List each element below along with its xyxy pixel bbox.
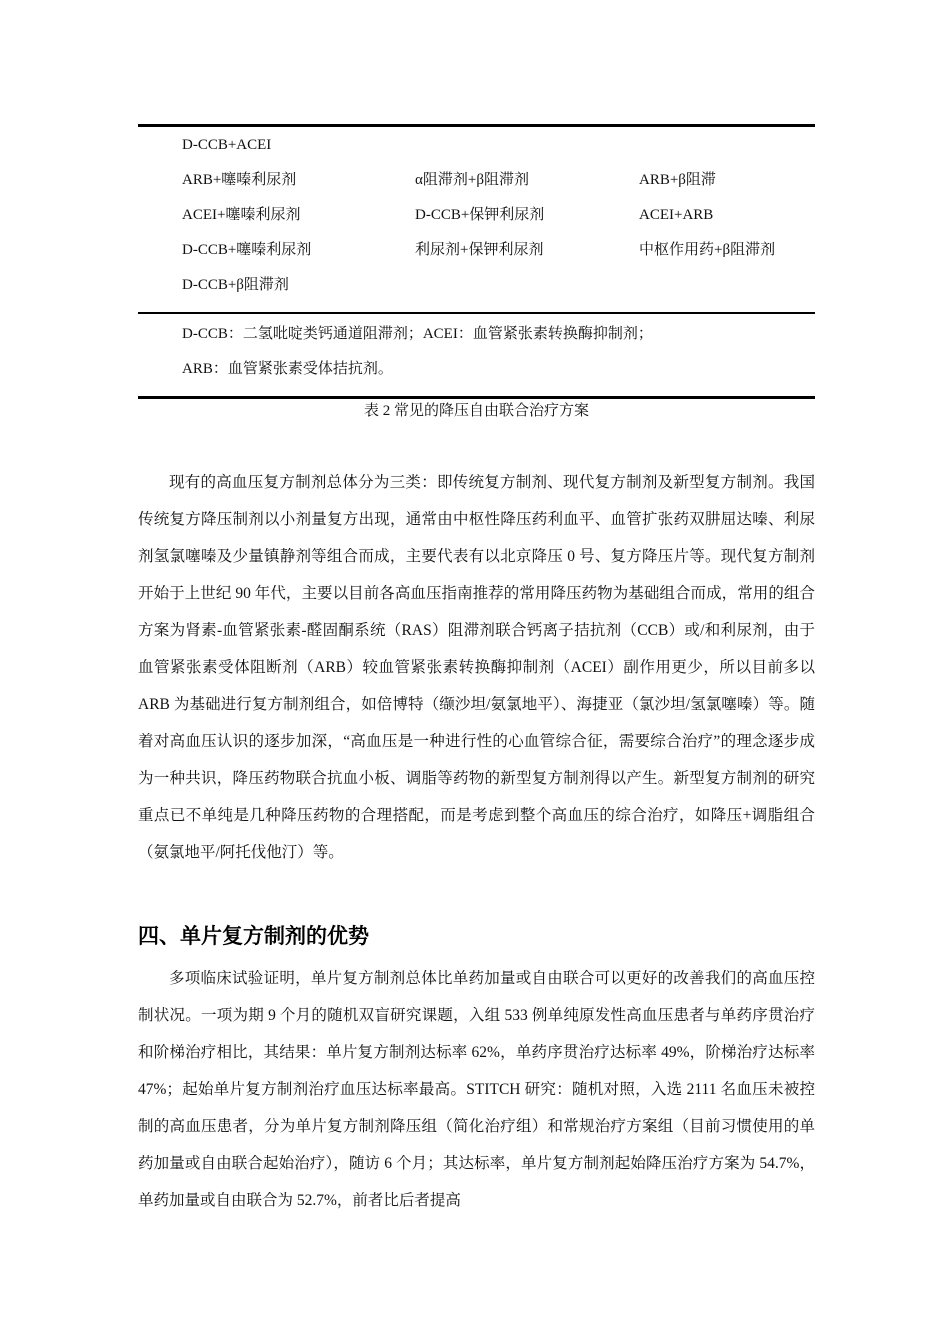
table-cell: ARB+β阻滞: [639, 172, 716, 188]
table-top-rule: [138, 124, 815, 127]
table-cell: 中枢作用药+β阻滞剂: [639, 242, 776, 258]
table-note: D-CCB：二氢吡啶类钙通道阻滞剂；ACEI：血管紧张素转换酶抑制剂；: [182, 326, 653, 342]
table-cell: ACEI+噻嗪利尿剂: [182, 207, 301, 223]
body-paragraph: 多项临床试验证明，单片复方制剂总体比单药加量或自由联合可以更好的改善我们的高血压控制状况。一项为期 9 个月的随机双盲研究课题，入组 533 例单纯原发性高血压患者与单药序贯治疗和阶梯治疗相比，其结果：单片复方制剂达标率 62%，单药序贯治疗达标率 49%，阶梯治疗达标率 47%；起始单片复方制剂治疗血压达标率最高。STITCH 研究：随机对照，入选 2111 名血压未被控制的高血压患者，分为单片复方制剂降压组（简化治疗组）和常规治疗方案组（目前习惯使用的单药加量或自由联合起始治疗），随访 6 个月；其达标率，单片复方制剂起始降压治疗方案为 54.7%，单药加量或自由联合为 52.7%，前者比后者提高: [138, 970, 815, 1209]
table-cell: ACEI+ARB: [639, 207, 714, 223]
table-mid-rule: [138, 312, 815, 314]
table-cell: D-CCB+噻嗪利尿剂: [182, 242, 312, 258]
table-cell: D-CCB+保钾利尿剂: [415, 207, 545, 223]
table-caption: 表 2 常见的降压自由联合治疗方案: [363, 403, 589, 419]
table-note: ARB：血管紧张素受体拮抗剂。: [182, 361, 393, 377]
table-cell: D-CCB+β阻滞剂: [182, 277, 289, 293]
table-cell: α阻滞剂+β阻滞剂: [415, 172, 529, 188]
body-paragraph: 现有的高血压复方制剂总体分为三类：即传统复方制剂、现代复方制剂及新型复方制剂。我国传统复方降压制剂以小剂量复方出现，通常由中枢性降压药利血平、血管扩张药双肼屈达嗪、利尿剂氢氯噻嗪及少量镇静剂等组合而成，主要代表有以北京降压 0 号、复方降压片等。现代复方制剂开始于上世纪 90 年代，主要以目前各高血压指南推荐的常用降压药物为基础组合而成，常用的组合方案为肾素-血管紧张素-醛固酮系统（RAS）阻滞剂联合钙离子拮抗剂（CCB）或/和利尿剂，由于血管紧张素受体阻断剂（ARB）较血管紧张素转换酶抑制剂（ACEI）副作用更少，所以目前多以 ARB 为基础进行复方制剂组合，如倍博特（缬沙坦/氨氯地平）、海捷亚（氯沙坦/氢氯噻嗪）等。随着对高血压认识的逐步加深，“高血压是一种进行性的心血管综合征，需要综合治疗”的理念逐步成为一种共识，降压药物联合抗血小板、调脂等药物的新型复方制剂得以产生。新型复方制剂的研究重点已不单纯是几种降压药物的合理搭配，而是考虑到整个高血压的综合治疗，如降压+调脂组合（氨氯地平/阿托伐他汀）等。: [138, 474, 815, 861]
table-cell: D-CCB+ACEI: [182, 137, 272, 153]
table-bottom-rule: [138, 396, 815, 399]
table-cell: 利尿剂+保钾利尿剂: [415, 242, 544, 258]
table-cell: ARB+噻嗪利尿剂: [182, 172, 297, 188]
section-heading: 四、单片复方制剂的优势: [138, 924, 369, 948]
